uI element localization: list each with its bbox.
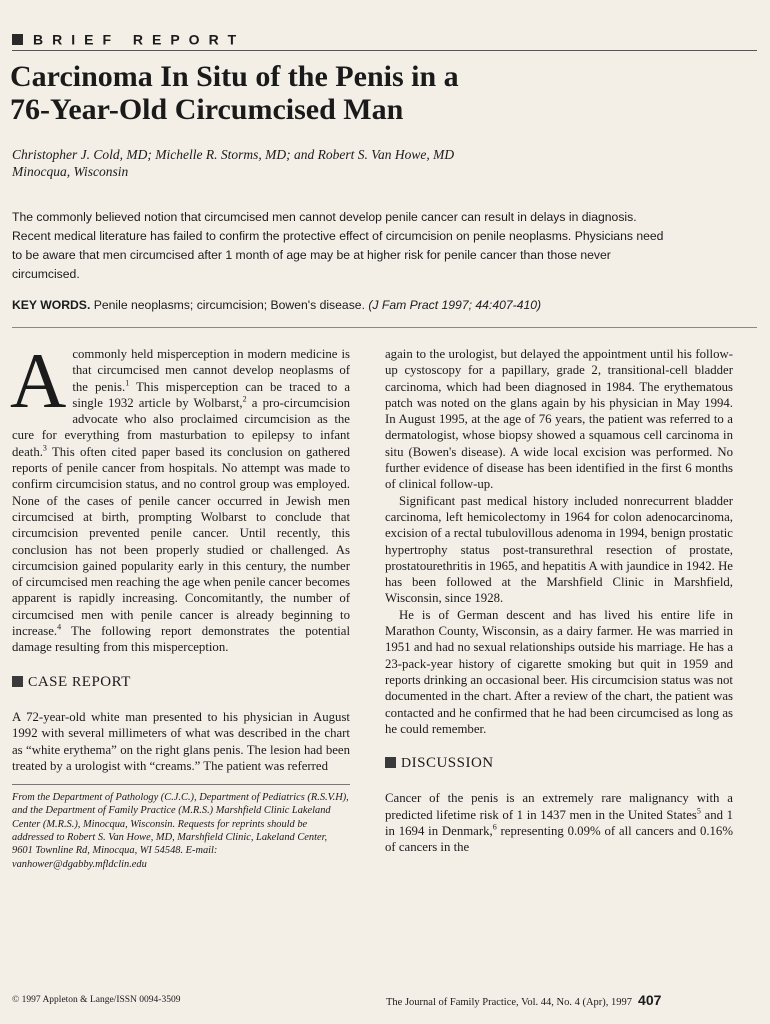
title-line-1: Carcinoma In Situ of the Penis in a xyxy=(10,60,459,93)
journal-footer xyxy=(386,992,661,1008)
left-column xyxy=(10,337,350,871)
section-header-label: BRIEF REPORT xyxy=(33,31,246,48)
header-divider xyxy=(12,50,757,51)
square-bullet-icon xyxy=(12,676,23,687)
heading-letter: C xyxy=(28,674,38,690)
copyright-line: © 1997 Appleton & Lange/ISSN 0094-3509 xyxy=(12,995,181,1005)
intro-text: commonly held misperception in modern medicine is that circumcised men cannot develop neoplasms of the penis. xyxy=(72,347,350,394)
heading-letter: R xyxy=(71,674,82,690)
case-report-continued: again to the urologist, but delayed the appointment until his follow-up cystoscopy for a papillary, grade 2, transitional-cell bladder carcinoma, which had been diagnosed in 1984. The erythematous patch was noted on the glans again by his physician in May 1994. In August 1995, at the age of 76 years, the patient was referred to a dermatologist, whose biopsy showed a squamous cell carcinoma in situ (Bowen's disease). A wide local excision was performed. No further evidence of disease has been identified in the first 6 months of clinical follow-up. xyxy=(385,347,733,492)
discussion-text: representing 0.09% of all cancers and 0.16% of cancers in the xyxy=(385,824,733,855)
intro-text: This often cited paper based its conclusion on gathered reports of penile cancer from hospitals. No attempt was made to confirm circumcision status, and no control group was employed. None of the cases of penile cancer occurred in Jewish men circumcised at birth, prompting Wolbarst to conclude that circumcision prevented penile cancer. Until recently, this conclusion has not been properly studied or challenged. As circumcision gained popularity early in this century, the number of circumcised men reaching the age when penile cancer becomes apparent is rapidly increasing. Concomitantly, the number of circumcised men with penile cancer is already beginning to increase. xyxy=(12,444,350,639)
discussion-heading xyxy=(385,755,733,772)
discussion-text: Cancer of the penis is an extremely rare malignancy with a predicted lifetime risk of 1 in 1437 men in the United States xyxy=(385,791,733,822)
affiliation-footnote: From the Department of Pathology (C.J.C.), Department of Pediatrics (R.S.V.H), and the Department of Family Practice (M.R.S.) Marshfield Clinic Lakeland Center (M.R.S.), Minocqua, Wisconsin. Requests for reprints should be addressed to Robert S. Van Howe, MD, Marshfield Clinic, Lakeland Center, 9601 Townline Rd, Minocqua, WI 54548. E-mail: vanhower@dgabby.mfldclin.edu xyxy=(12,784,350,871)
abstract: The commonly believed notion that circumcised men cannot develop penile cancer can result in delays in diagnosis. Recent medical literature has failed to confirm the protective effect of circumcision on penile neoplasms. Physicians need to be aware that men circumcised after 1 month of age may be at higher risk for penile cancer than those never circumcised. xyxy=(12,210,664,281)
title-line-2: 76-Year-Old Circumcised Man xyxy=(10,93,404,126)
intro-text: a pro-circumcision advocate who also proclaimed circumcision as the cure for everything from masturbation to epilepsy to infant death. xyxy=(12,395,350,459)
reference-mark: 4 xyxy=(57,622,62,632)
reference-mark: 6 xyxy=(492,822,497,832)
article-title xyxy=(10,60,755,126)
author-location: Minocqua, Wisconsin xyxy=(12,164,129,179)
journal-citation: The Journal of Family Practice, Vol. 44, No. 4 (Apr), 1997 xyxy=(386,997,633,1008)
heading-smallcaps: EPORT xyxy=(81,673,131,690)
reference-mark: 2 xyxy=(242,394,247,404)
heading-letter: D xyxy=(401,756,412,772)
reference-mark: 5 xyxy=(696,806,701,816)
author-names: Christopher J. Cold, MD; Michelle R. Storms, MD; and Robert S. Van Howe, MD xyxy=(12,147,455,162)
author-block xyxy=(12,146,712,180)
drop-cap: A xyxy=(10,337,67,424)
section-header xyxy=(12,30,757,48)
keywords-text: Penile neoplasms; circumcision; Bowen's disease. xyxy=(90,298,369,312)
square-bullet-icon xyxy=(12,34,23,45)
discussion-paragraph xyxy=(385,790,733,855)
intro-text: This misperception can be traced to a single 1932 article by Wolbarst, xyxy=(72,379,350,410)
reference-mark: 3 xyxy=(42,443,47,453)
page-number: 407 xyxy=(638,992,662,1008)
medical-history-paragraph: Significant past medical history included nonrecurrent bladder carcinoma, left hemicolectomy in 1964 for colon adenocarcinoma, excision of a rectal tubulovillous adenoma in 1994, benign prostatic hypertrophy status post-transurethral resection of prostate, prostatourethritis in 1965, and hepatitis A with jaundice in 1942. He has been followed at the Marshfield Clinic in Marshfield, Wisconsin, since 1928. xyxy=(385,493,733,606)
heading-smallcaps: ASE xyxy=(37,673,72,690)
intro-text: The following report demonstrates the potential damage resulting from this misperception. xyxy=(12,624,350,655)
abstract-divider xyxy=(12,327,757,328)
case-report-paragraph: A 72-year-old white man presented to his physician in August 1992 with several millimeters of what was described in the chart as “white erythema” on the right glans penis. The lesion had been treated by a urologist with “creams.” The patient was referred xyxy=(12,709,350,773)
citation: (J Fam Pract 1997; 44:407-410) xyxy=(368,298,542,312)
intro-paragraph xyxy=(10,337,350,656)
keywords-label: KEY WORDS. xyxy=(12,298,91,312)
heading-smallcaps: ISCUSSION xyxy=(411,755,494,772)
square-bullet-icon xyxy=(385,757,396,768)
reference-mark: 1 xyxy=(125,378,130,388)
right-column xyxy=(385,346,733,856)
case-report-heading xyxy=(12,674,350,691)
keywords xyxy=(12,298,752,312)
social-history-paragraph: He is of German descent and has lived his entire life in Marathon County, Wisconsin, as a dairy farmer. He was married in 1951 and had no sexual relationships outside his marriage. He has a 23-pack-year history of cigarette smoking but quit in 1959 and reports drinking an occasional beer. His circumcision status was not documented in the chart. After a review of the chart, the patient was contacted and he confirmed that he had been circumcised as long as he could remember. xyxy=(385,607,733,736)
discussion-text: and 1 in 1694 in Denmark, xyxy=(385,807,733,839)
